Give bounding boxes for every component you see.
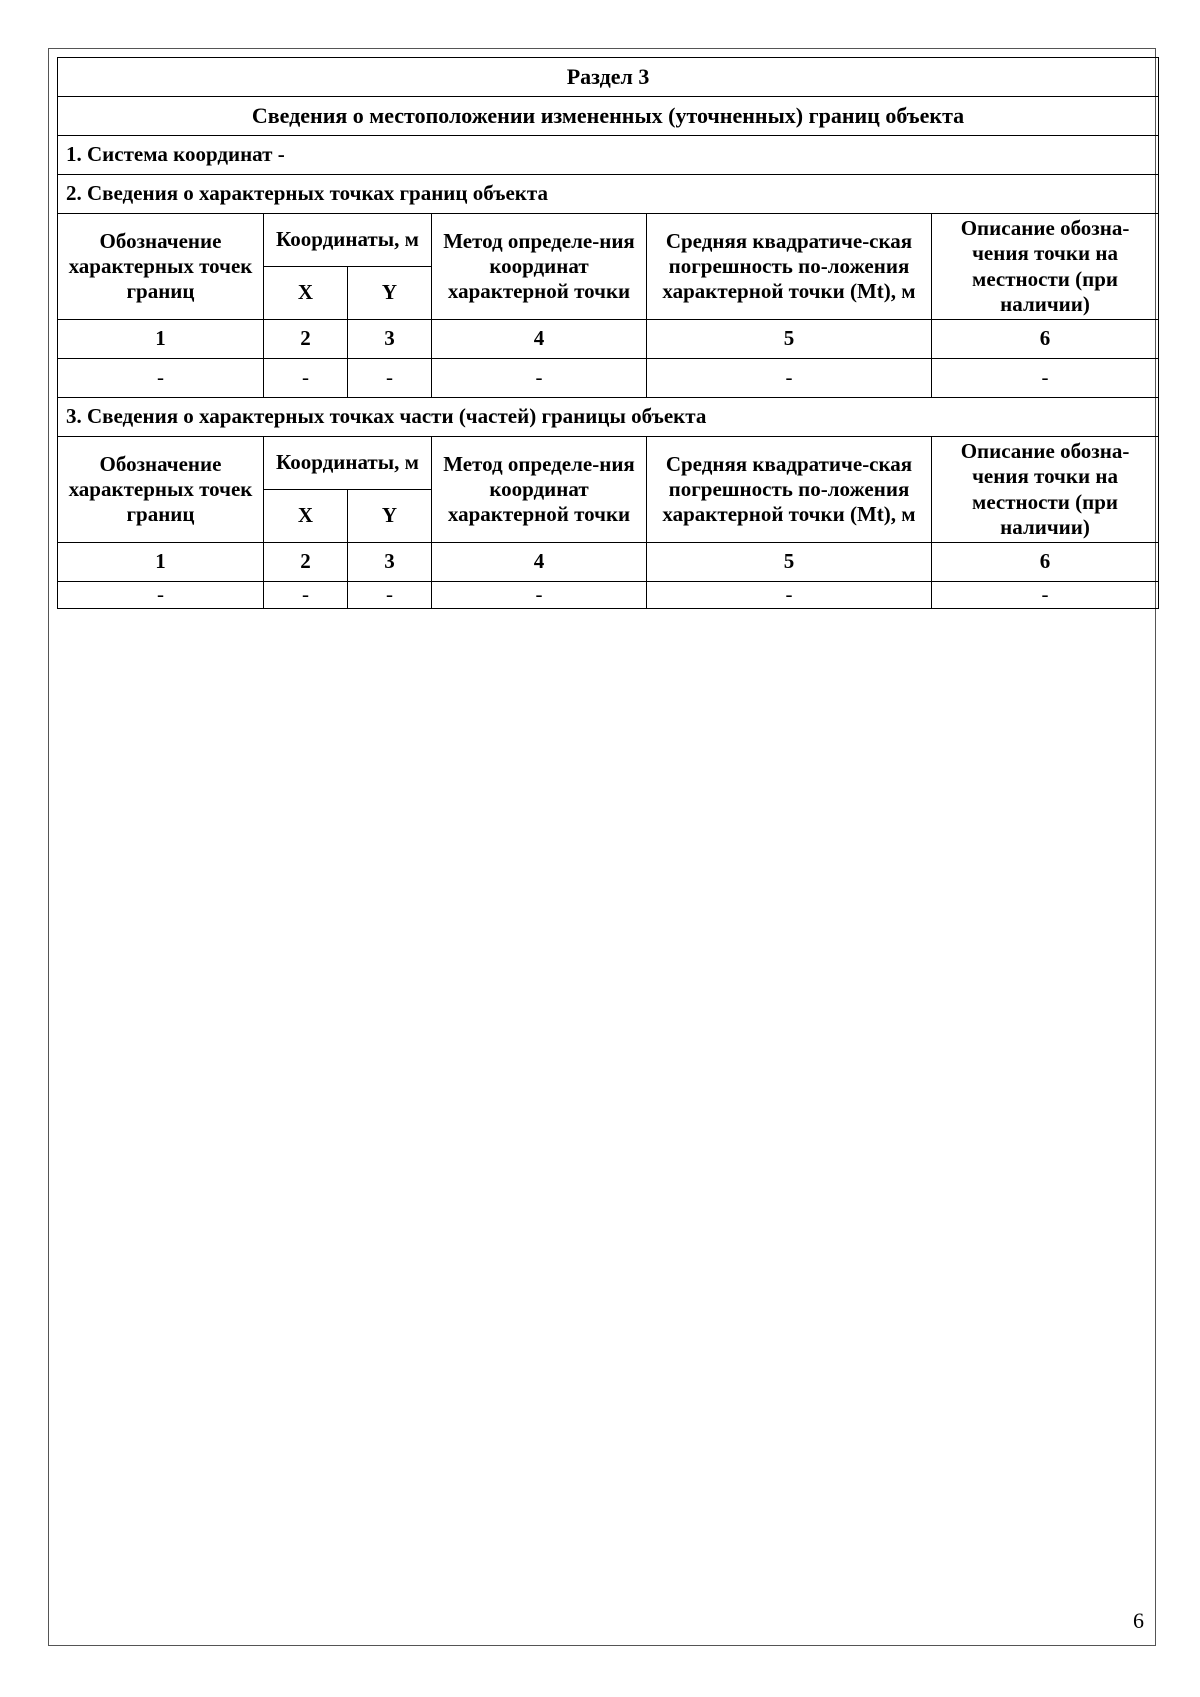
table-row — [58, 582, 1159, 609]
table2-cell-5: - — [647, 582, 932, 609]
table1-cell-5: - — [647, 359, 932, 398]
table1-header-y: Y — [348, 267, 432, 320]
table1-num-4: 4 — [432, 320, 647, 359]
table1-header-x: X — [264, 267, 348, 320]
table1-header-description: Описание обозна-чения точки на местности (при наличии) — [932, 214, 1159, 320]
page-number: 6 — [1133, 1608, 1144, 1633]
table2-cell-6: - — [932, 582, 1159, 609]
table1-title: 2. Сведения о характерных точках границ объекта — [58, 175, 1159, 214]
table2-num-1: 1 — [58, 543, 264, 582]
table1-header-error: Средняя квадратиче-ская погрешность по-ложения характерной точки (Mt), м — [647, 214, 932, 320]
table1-num-2: 2 — [264, 320, 348, 359]
table1-num-3: 3 — [348, 320, 432, 359]
table1-cell-6: - — [932, 359, 1159, 398]
table2-cell-3: - — [348, 582, 432, 609]
table2-header-description: Описание обозна-чения точки на местности (при наличии) — [932, 437, 1159, 543]
table2-header-method: Метод определе-ния координат характерной точки — [432, 437, 647, 543]
table2-header-error: Средняя квадратиче-ская погрешность по-ложения характерной точки (Mt), м — [647, 437, 932, 543]
table2-header-x: X — [264, 490, 348, 543]
table2-number-row — [58, 543, 1159, 582]
table1-header-coordinates: Координаты, м — [264, 214, 432, 267]
table1-cell-3: - — [348, 359, 432, 398]
section-table — [57, 57, 1159, 609]
table1-cell-4: - — [432, 359, 647, 398]
table2-header-y: Y — [348, 490, 432, 543]
table2-header-designation: Обозначение характерных точек границ — [58, 437, 264, 543]
table2-header-coordinates: Координаты, м — [264, 437, 432, 490]
table1-cell-2: - — [264, 359, 348, 398]
table2-num-6: 6 — [932, 543, 1159, 582]
table1-num-5: 5 — [647, 320, 932, 359]
table2-cell-4: - — [432, 582, 647, 609]
table2-cell-2: - — [264, 582, 348, 609]
table1-header-method: Метод определе-ния координат характерной точки — [432, 214, 647, 320]
table2-num-5: 5 — [647, 543, 932, 582]
table-row — [58, 359, 1159, 398]
table2-title: 3. Сведения о характерных точках части (частей) границы объекта — [58, 398, 1159, 437]
table1-num-1: 1 — [58, 320, 264, 359]
table2-num-4: 4 — [432, 543, 647, 582]
table1-num-6: 6 — [932, 320, 1159, 359]
table2-num-3: 3 — [348, 543, 432, 582]
table1-number-row — [58, 320, 1159, 359]
table1-cell-1: - — [58, 359, 264, 398]
section-subtitle: Сведения о местоположении измененных (уточненных) границ объекта — [58, 97, 1159, 136]
section-title: Раздел 3 — [58, 58, 1159, 97]
table2-num-2: 2 — [264, 543, 348, 582]
table2-cell-1: - — [58, 582, 264, 609]
coordinate-system: 1. Система координат - — [58, 136, 1159, 175]
table1-header-designation: Обозначение характерных точек границ — [58, 214, 264, 320]
